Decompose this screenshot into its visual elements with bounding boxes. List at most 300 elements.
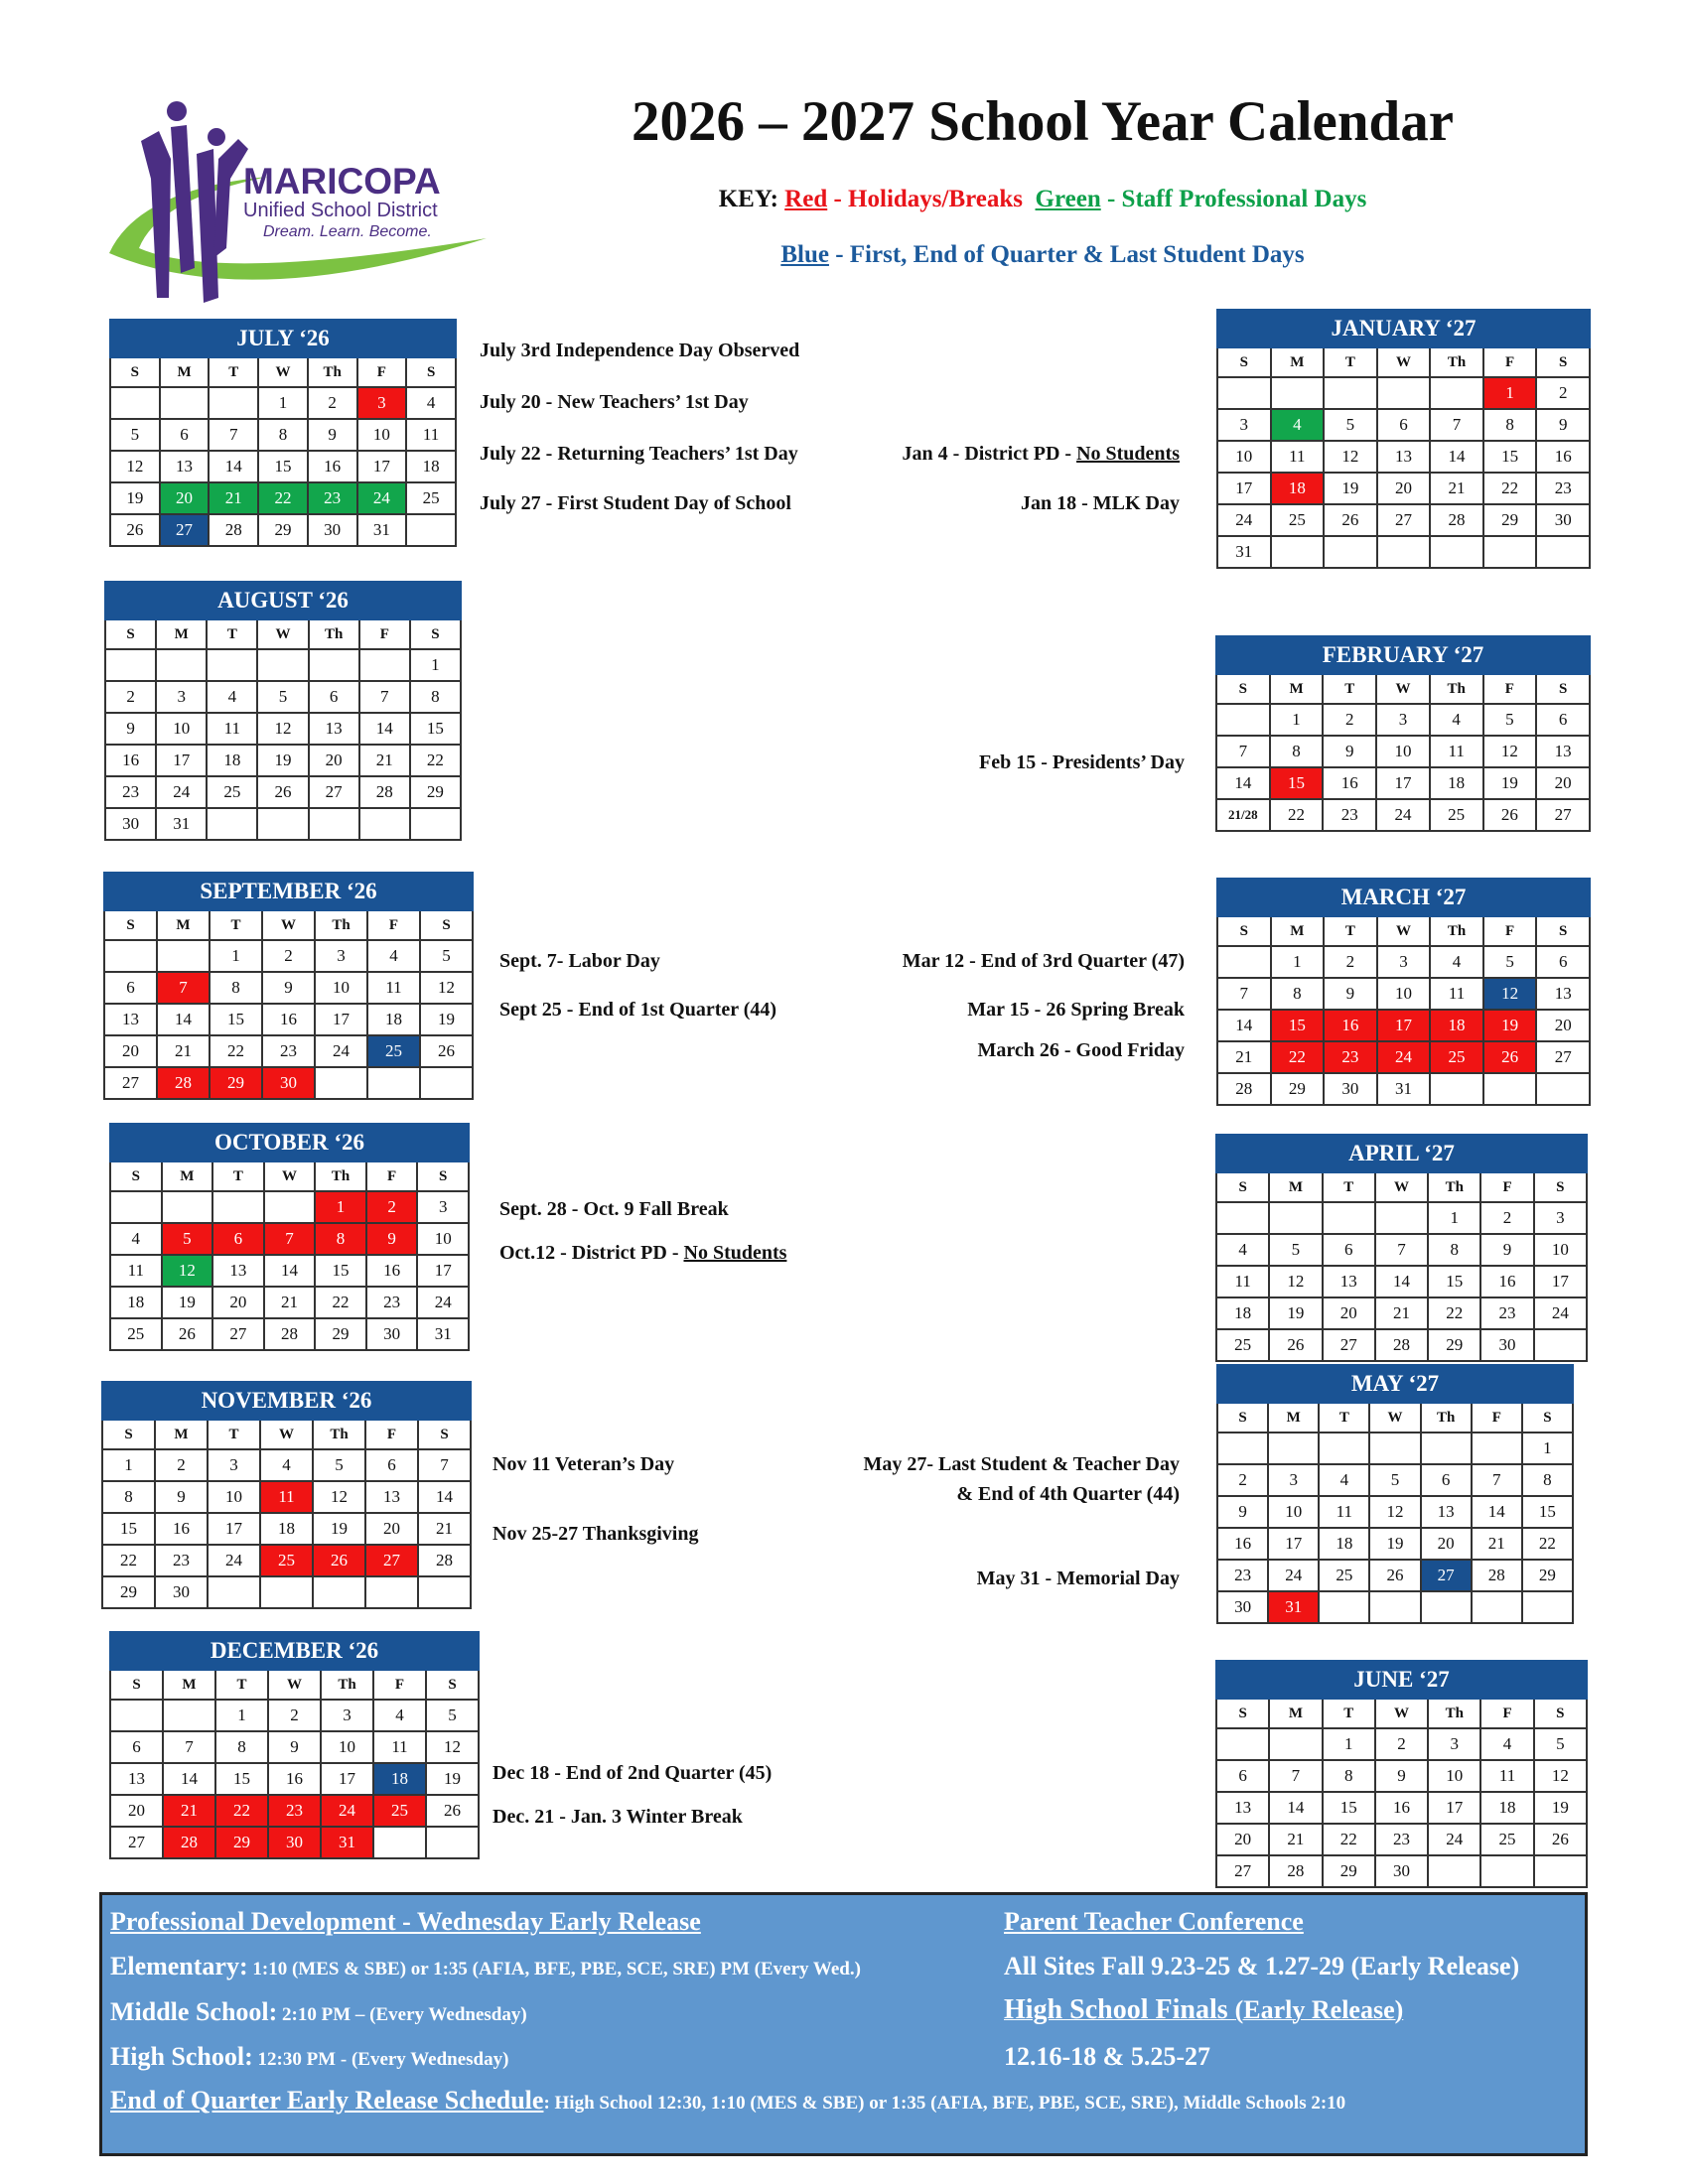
event-mar12: Mar 12 - End of 3rd Quarter (47) [902, 950, 1185, 972]
key-blue-word: Blue [780, 241, 829, 268]
day-cell: 24 [315, 1035, 367, 1067]
day-cell: 22 [1483, 473, 1537, 504]
day-cell: 6 [104, 972, 157, 1004]
event-dec18: Dec 18 - End of 2nd Quarter (45) [492, 1762, 773, 1784]
day-cell: 19 [1324, 473, 1377, 504]
day-cell: 22 [410, 745, 461, 776]
day-cell: 5 [257, 681, 308, 713]
day-cell: 25 [1430, 799, 1483, 831]
day-cell: 22 [1522, 1528, 1573, 1560]
day-cell: 2 [1480, 1202, 1533, 1234]
day-cell: 19 [313, 1513, 365, 1545]
day-cell: 8 [215, 1731, 268, 1763]
weekday-header: T [210, 910, 262, 940]
day-cell: 19 [1534, 1792, 1587, 1824]
weekday-header: S [105, 619, 156, 649]
key-red-text: - Holidays/Breaks [827, 186, 1024, 212]
day-cell: 1 [410, 649, 461, 681]
day-cell: 27 [1421, 1560, 1472, 1591]
month-title: NOVEMBER ‘26 [102, 1382, 471, 1420]
day-cell: 4 [1271, 409, 1325, 441]
day-cell: 8 [410, 681, 461, 713]
day-cell [1269, 1202, 1322, 1234]
day-cell: 25 [110, 1318, 162, 1350]
day-cell [315, 1067, 367, 1099]
day-cell: 25 [373, 1795, 426, 1827]
day-cell: 7 [1472, 1464, 1522, 1496]
day-cell [1536, 1073, 1590, 1105]
day-cell: 5 [1534, 1728, 1587, 1760]
day-cell: 6 [110, 1731, 163, 1763]
month-calendar-october [109, 1123, 470, 1351]
weekday-header: W [1369, 1403, 1420, 1433]
day-cell: 11 [110, 1255, 162, 1287]
weekday-header: S [104, 910, 157, 940]
day-cell: 10 [417, 1223, 469, 1255]
day-cell: 3 [1268, 1464, 1319, 1496]
day-cell [110, 1700, 163, 1731]
month-calendar-november [101, 1381, 472, 1609]
day-cell: 22 [215, 1795, 268, 1827]
weekday-header: Th [313, 1420, 365, 1449]
day-cell [1323, 1202, 1375, 1234]
weekday-header: W [1375, 1172, 1428, 1202]
day-cell: 12 [1483, 736, 1537, 767]
day-cell: 4 [1319, 1464, 1369, 1496]
day-cell: 2 [105, 681, 156, 713]
day-cell: 2 [1536, 377, 1590, 409]
day-cell: 18 [1430, 1010, 1483, 1041]
day-cell: 4 [207, 681, 257, 713]
day-cell [1377, 536, 1431, 568]
day-cell: 6 [1377, 409, 1431, 441]
day-cell: 11 [1319, 1496, 1369, 1528]
day-cell: 13 [104, 1004, 157, 1035]
day-cell: 24 [208, 1545, 260, 1576]
weekday-header: F [366, 1161, 418, 1191]
day-cell: 13 [212, 1255, 264, 1287]
day-cell: 28 [163, 1827, 215, 1858]
day-cell: 1 [1323, 1728, 1375, 1760]
day-cell: 27 [160, 514, 210, 546]
ptc-title: Parent Teacher Conference [1004, 1907, 1304, 1936]
day-cell: 22 [315, 1287, 366, 1318]
day-cell [1534, 1329, 1587, 1361]
day-cell: 13 [365, 1481, 418, 1513]
day-cell: 1 [1270, 704, 1324, 736]
day-cell [257, 808, 308, 840]
weekday-header: S [417, 1161, 469, 1191]
day-cell: 28 [1269, 1855, 1322, 1887]
key-line-2 [596, 241, 1489, 269]
event-jul22: July 22 - Returning Teachers’ 1st Day [480, 443, 798, 465]
day-cell: 29 [1522, 1560, 1573, 1591]
day-cell: 20 [309, 745, 359, 776]
day-cell: 20 [1323, 1297, 1375, 1329]
day-cell: 27 [1216, 1855, 1269, 1887]
day-cell [1271, 536, 1325, 568]
day-cell: 2 [1323, 704, 1376, 736]
day-cell: 25 [406, 482, 456, 514]
day-cell: 31 [357, 514, 407, 546]
month-calendar-march [1216, 878, 1591, 1106]
day-cell: 29 [315, 1318, 366, 1350]
day-cell: 5 [1369, 1464, 1420, 1496]
day-cell: 3 [1534, 1202, 1587, 1234]
day-cell: 18 [1271, 473, 1325, 504]
month-title: AUGUST ‘26 [105, 582, 461, 619]
day-cell: 24 [1377, 1041, 1431, 1073]
weekday-header: M [1270, 674, 1324, 704]
day-cell: 21 [1430, 473, 1483, 504]
day-cell [418, 1576, 471, 1608]
day-cell: 31 [1377, 1073, 1431, 1105]
month-title: MAY ‘27 [1217, 1365, 1573, 1403]
day-cell: 28 [1430, 504, 1483, 536]
day-cell: 2 [155, 1449, 208, 1481]
day-cell [1319, 1433, 1369, 1464]
weekday-header: Th [1430, 347, 1483, 377]
weekday-header: S [1536, 674, 1590, 704]
day-cell: 23 [262, 1035, 315, 1067]
weekday-header: S [1216, 1699, 1269, 1728]
day-cell: 21 [1217, 1041, 1271, 1073]
day-cell: 7 [418, 1449, 471, 1481]
weekday-header: Th [309, 619, 359, 649]
day-cell: 18 [1480, 1792, 1533, 1824]
day-cell: 5 [420, 940, 473, 972]
day-cell: 8 [1323, 1760, 1375, 1792]
day-cell: 17 [1534, 1266, 1587, 1297]
day-cell: 27 [309, 776, 359, 808]
day-cell: 23 [1323, 799, 1376, 831]
day-cell: 16 [308, 451, 357, 482]
day-cell: 15 [1323, 1792, 1375, 1824]
day-cell: 2 [308, 387, 357, 419]
day-cell: 15 [1428, 1266, 1480, 1297]
day-cell [1428, 1855, 1480, 1887]
day-cell: 19 [110, 482, 160, 514]
event-fall-break: Sept. 28 - Oct. 9 Fall Break [499, 1198, 729, 1220]
day-cell: 26 [162, 1318, 213, 1350]
day-cell: 20 [104, 1035, 157, 1067]
event-jan4-no-students: No Students [1076, 443, 1180, 465]
weekday-header: T [1319, 1403, 1369, 1433]
day-cell: 21 [1472, 1528, 1522, 1560]
day-cell: 1 [1483, 377, 1537, 409]
month-calendar-june [1215, 1660, 1588, 1888]
day-cell: 20 [1377, 473, 1431, 504]
day-cell: 13 [1323, 1266, 1375, 1297]
eoq-times: : High School 12:30, 1:10 (MES & SBE) or 1:35 (AFIA, BFE, PBE, SCE, SRE), Middle Schools 2:10 [543, 2093, 1346, 2114]
day-cell: 22 [210, 1035, 262, 1067]
day-cell [1271, 377, 1325, 409]
day-cell: 23 [1217, 1560, 1268, 1591]
weekday-header: T [208, 1420, 260, 1449]
day-cell: 6 [1421, 1464, 1472, 1496]
day-cell [160, 387, 210, 419]
day-cell: 29 [1483, 504, 1537, 536]
day-cell: 14 [1269, 1792, 1322, 1824]
day-cell [1216, 704, 1270, 736]
day-cell: 17 [1377, 1010, 1431, 1041]
weekday-header: S [1536, 916, 1590, 946]
day-cell: 13 [1536, 736, 1590, 767]
event-jul3: July 3rd Independence Day Observed [480, 340, 800, 361]
day-cell: 7 [1375, 1234, 1428, 1266]
day-cell: 11 [406, 419, 456, 451]
elementary-label: Elementary: [110, 1952, 248, 1980]
day-cell: 10 [1534, 1234, 1587, 1266]
day-cell [257, 649, 308, 681]
weekday-header: F [1480, 1699, 1533, 1728]
day-cell: 12 [162, 1255, 213, 1287]
day-cell: 17 [1376, 767, 1430, 799]
day-cell: 6 [1216, 1760, 1269, 1792]
day-cell: 22 [1323, 1824, 1375, 1855]
day-cell: 4 [1480, 1728, 1533, 1760]
day-cell [156, 649, 207, 681]
day-cell [264, 1191, 316, 1223]
day-cell: 20 [365, 1513, 418, 1545]
day-cell: 20 [110, 1795, 163, 1827]
day-cell: 11 [1271, 441, 1325, 473]
day-cell: 5 [426, 1700, 479, 1731]
day-cell: 29 [210, 1067, 262, 1099]
day-cell: 22 [1270, 799, 1324, 831]
day-cell: 3 [1428, 1728, 1480, 1760]
day-cell: 30 [262, 1067, 315, 1099]
day-cell: 7 [209, 419, 258, 451]
day-cell: 23 [155, 1545, 208, 1576]
day-cell: 8 [1428, 1234, 1480, 1266]
event-oct12-no-students: No Students [683, 1242, 787, 1264]
day-cell: 7 [1216, 736, 1270, 767]
day-cell [207, 808, 257, 840]
day-cell: 22 [102, 1545, 155, 1576]
month-title: JULY ‘26 [110, 320, 456, 357]
weekday-header: Th [1430, 916, 1483, 946]
weekday-header: W [1376, 674, 1430, 704]
day-cell: 27 [1377, 504, 1431, 536]
day-cell: 21 [1269, 1824, 1322, 1855]
day-cell: 14 [1430, 441, 1483, 473]
day-cell [1430, 377, 1483, 409]
weekday-header: Th [1428, 1172, 1480, 1202]
weekday-header: S [1522, 1403, 1573, 1433]
high-school-label: High School: [110, 2042, 253, 2071]
event-sep7: Sept. 7- Labor Day [499, 950, 660, 972]
weekday-header: S [1217, 916, 1271, 946]
weekday-header: M [1271, 347, 1325, 377]
day-cell [209, 387, 258, 419]
day-cell: 17 [357, 451, 407, 482]
day-cell: 11 [367, 972, 420, 1004]
weekday-header: S [1216, 1172, 1269, 1202]
day-cell: 17 [156, 745, 207, 776]
day-cell: 14 [1375, 1266, 1428, 1297]
weekday-header: Th [315, 910, 367, 940]
day-cell: 3 [1376, 704, 1430, 736]
month-calendar-april [1215, 1134, 1588, 1362]
day-cell: 26 [110, 514, 160, 546]
middle-school-label: Middle School: [110, 1997, 278, 2026]
day-cell: 29 [258, 514, 308, 546]
day-cell: 27 [1536, 799, 1590, 831]
day-cell: 29 [1428, 1329, 1480, 1361]
day-cell: 26 [1324, 504, 1377, 536]
day-cell [1421, 1591, 1472, 1623]
day-cell: 11 [260, 1481, 313, 1513]
day-cell [105, 649, 156, 681]
weekday-header: S [1217, 347, 1271, 377]
day-cell: 6 [309, 681, 359, 713]
day-cell: 25 [1319, 1560, 1369, 1591]
event-feb15: Feb 15 - Presidents’ Day [978, 751, 1185, 773]
day-cell [212, 1191, 264, 1223]
day-cell [373, 1827, 426, 1858]
day-cell [309, 649, 359, 681]
month-calendar-december [109, 1631, 480, 1859]
weekday-header: F [373, 1670, 426, 1700]
month-title: JUNE ‘27 [1216, 1661, 1587, 1699]
hs-finals-title [1004, 1994, 1403, 2026]
day-cell: 19 [1483, 767, 1537, 799]
day-cell: 4 [1430, 946, 1483, 978]
maricopa-logo [99, 99, 506, 308]
day-cell: 26 [257, 776, 308, 808]
eoq-label: End of Quarter Early Release Schedule [110, 2086, 544, 2115]
day-cell: 26 [1269, 1329, 1322, 1361]
day-cell: 22 [258, 482, 308, 514]
day-cell [1369, 1433, 1420, 1464]
event-oct12 [499, 1242, 786, 1265]
day-cell: 21 [1375, 1297, 1428, 1329]
weekday-header: Th [1430, 674, 1483, 704]
day-cell: 12 [1324, 441, 1377, 473]
logo-district: Unified School District [243, 200, 438, 221]
day-cell [1217, 1433, 1268, 1464]
day-cell [1217, 377, 1271, 409]
weekday-header: T [209, 357, 258, 387]
day-cell: 12 [1369, 1496, 1420, 1528]
day-cell: 25 [1480, 1824, 1533, 1855]
day-cell: 8 [1483, 409, 1537, 441]
event-mar26: March 26 - Good Friday [977, 1039, 1185, 1061]
weekday-header: M [155, 1420, 208, 1449]
day-cell: 18 [373, 1763, 426, 1795]
day-cell [1483, 1073, 1537, 1105]
day-cell: 11 [207, 713, 257, 745]
day-cell: 21 [157, 1035, 210, 1067]
weekday-header: M [1269, 1172, 1322, 1202]
day-cell: 5 [1269, 1234, 1322, 1266]
day-cell: 9 [366, 1223, 418, 1255]
day-cell: 14 [1216, 767, 1270, 799]
day-cell: 8 [1270, 736, 1324, 767]
day-cell: 1 [258, 387, 308, 419]
day-cell: 11 [1430, 978, 1483, 1010]
day-cell: 30 [105, 808, 156, 840]
day-cell: 6 [365, 1449, 418, 1481]
day-cell [367, 1067, 420, 1099]
day-cell: 9 [105, 713, 156, 745]
day-cell: 20 [1216, 1824, 1269, 1855]
day-cell: 12 [313, 1481, 365, 1513]
weekday-header: F [1483, 916, 1537, 946]
day-cell: 19 [1483, 1010, 1537, 1041]
weekday-header: F [365, 1420, 418, 1449]
day-cell: 10 [321, 1731, 373, 1763]
day-cell [410, 808, 461, 840]
weekday-header: F [367, 910, 420, 940]
weekday-header: W [260, 1420, 313, 1449]
day-cell: 15 [1270, 767, 1324, 799]
day-cell: 18 [1430, 767, 1483, 799]
day-cell: 2 [366, 1191, 418, 1223]
day-cell: 18 [1319, 1528, 1369, 1560]
event-jan4-text: Jan 4 - District PD - [902, 443, 1077, 465]
day-cell: 18 [260, 1513, 313, 1545]
day-cell [1536, 536, 1590, 568]
day-cell: 4 [1216, 1234, 1269, 1266]
day-cell: 21 [209, 482, 258, 514]
day-cell: 1 [102, 1449, 155, 1481]
day-cell [1269, 1728, 1322, 1760]
day-cell [110, 387, 160, 419]
page-title: 2026 – 2027 School Year Calendar [631, 90, 1455, 153]
day-cell [313, 1576, 365, 1608]
weekday-header: S [1536, 347, 1590, 377]
day-cell: 21 [163, 1795, 215, 1827]
weekday-header: Th [321, 1670, 373, 1700]
day-cell: 24 [417, 1287, 469, 1318]
day-cell [1324, 536, 1377, 568]
day-cell: 27 [212, 1318, 264, 1350]
month-calendar-may [1216, 1364, 1574, 1624]
day-cell [163, 1700, 215, 1731]
logo-name: MARICOPA [243, 161, 441, 202]
day-cell: 8 [102, 1481, 155, 1513]
day-cell: 28 [1375, 1329, 1428, 1361]
weekday-header: T [212, 1161, 264, 1191]
weekday-header: S [410, 619, 461, 649]
day-cell: 18 [367, 1004, 420, 1035]
day-cell [1534, 1855, 1587, 1887]
day-cell: 19 [162, 1287, 213, 1318]
weekday-header: W [257, 619, 308, 649]
day-cell: 7 [163, 1731, 215, 1763]
day-cell: 11 [373, 1731, 426, 1763]
weekday-header: Th [1428, 1699, 1480, 1728]
day-cell [1216, 1728, 1269, 1760]
day-cell [426, 1827, 479, 1858]
day-cell [1421, 1433, 1472, 1464]
day-cell: 26 [1534, 1824, 1587, 1855]
day-cell: 19 [1369, 1528, 1420, 1560]
day-cell [420, 1067, 473, 1099]
day-cell: 30 [1480, 1329, 1533, 1361]
day-cell: 29 [215, 1827, 268, 1858]
event-jan18: Jan 18 - MLK Day [1021, 492, 1180, 514]
weekday-header: T [1324, 347, 1377, 377]
day-cell: 16 [1536, 441, 1590, 473]
day-cell: 4 [373, 1700, 426, 1731]
day-cell [1375, 1202, 1428, 1234]
day-cell: 31 [321, 1827, 373, 1858]
key-red-word: Red [784, 186, 828, 212]
day-cell: 14 [1217, 1010, 1271, 1041]
